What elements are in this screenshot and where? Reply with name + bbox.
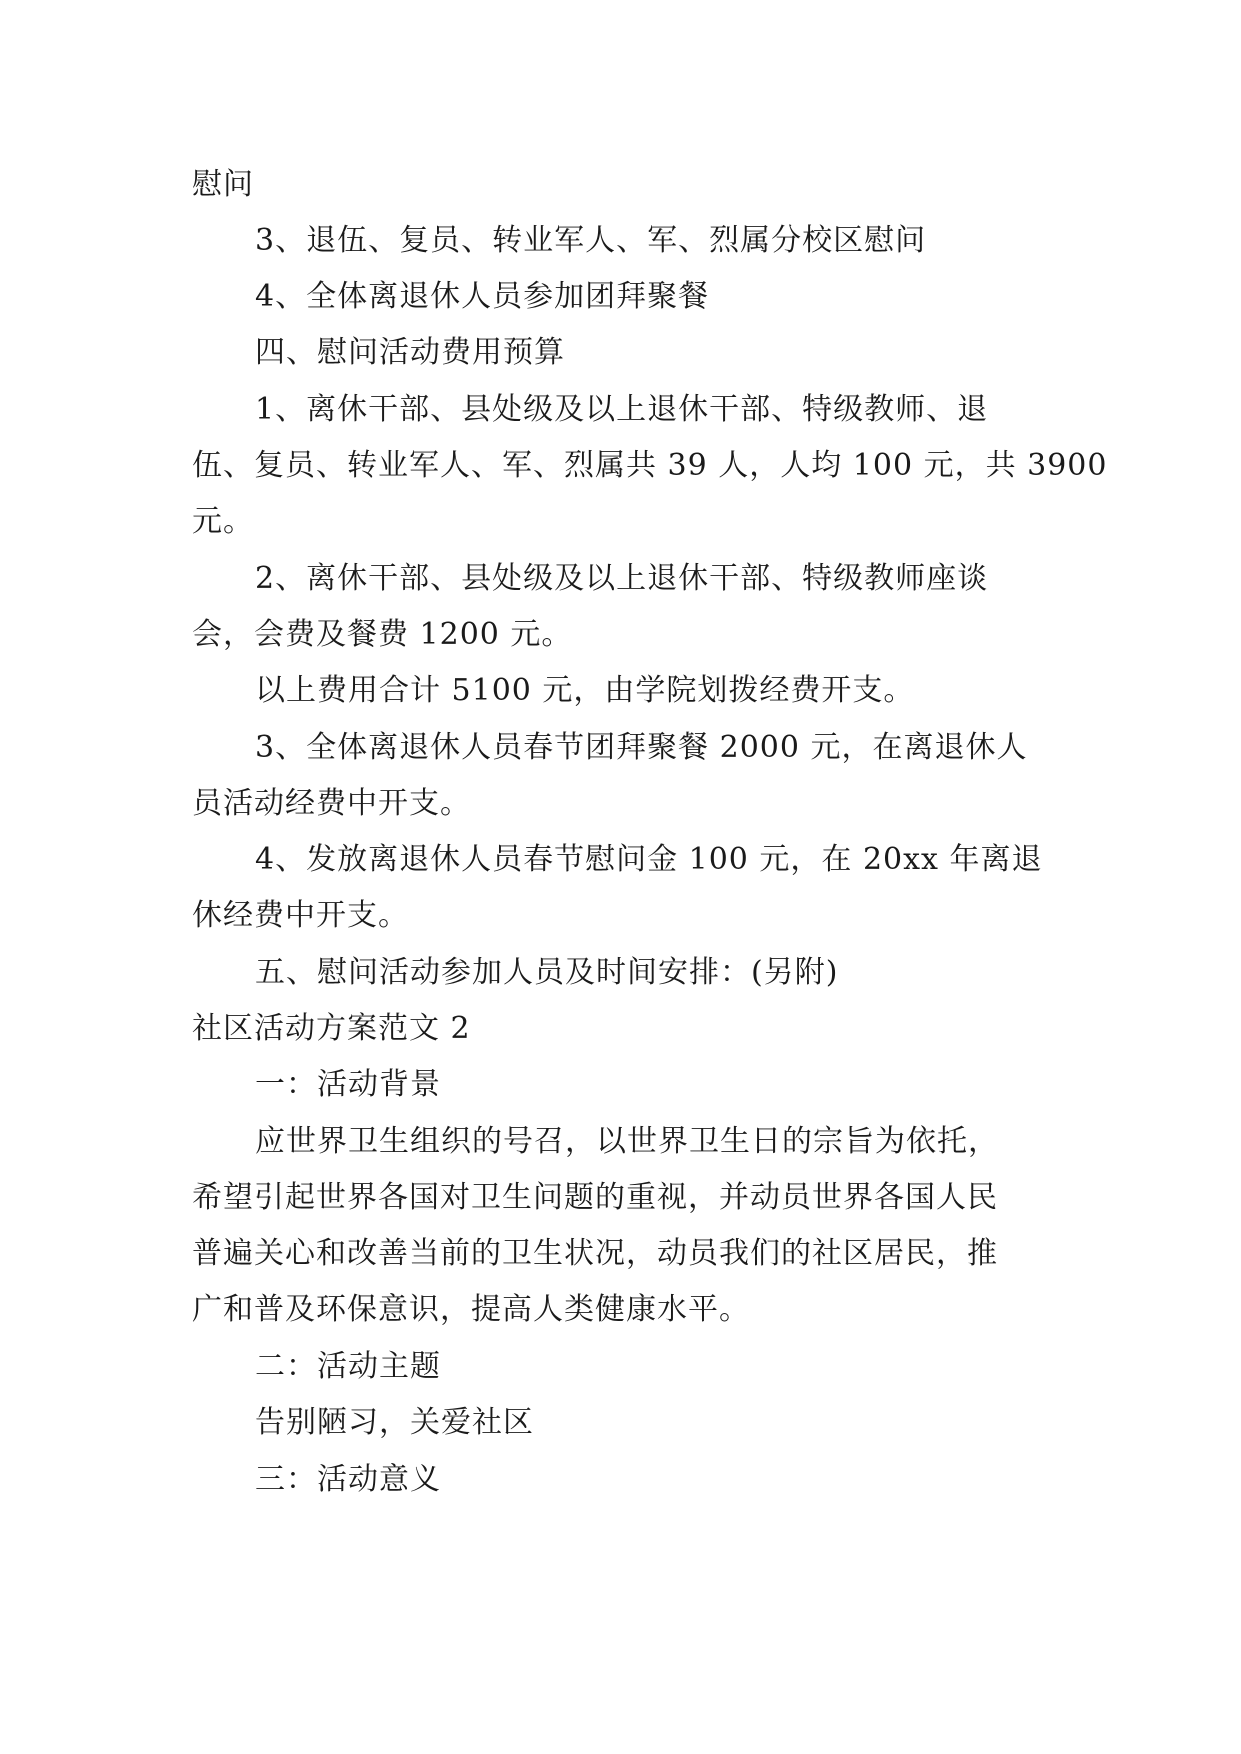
section-heading: 二：活动主题 (255, 1349, 441, 1384)
text-line: 希望引起世界各国对卫生问题的重视，并动员世界各国人民 (192, 1180, 998, 1215)
text-line: 4、发放离退休人员春节慰问金 100 元，在 20xx 年离退 (255, 842, 1043, 877)
text-line: 告别陋习，关爱社区 (255, 1405, 534, 1440)
text-line: 3、退伍、复员、转业军人、军、烈属分校区慰问 (255, 223, 927, 258)
text-line: 普遍关心和改善当前的卫生状况，动员我们的社区居民，推 (192, 1236, 998, 1271)
text-line: 以上费用合计 5100 元，由学院划拨经费开支。 (255, 673, 915, 708)
section-heading: 一：活动背景 (255, 1067, 441, 1102)
text-line: 广和普及环保意识，提高人类健康水平。 (192, 1292, 750, 1327)
text-line: 慰问 (192, 167, 254, 202)
text-line: 员活动经费中开支。 (192, 786, 471, 821)
text-line: 休经费中开支。 (192, 898, 409, 933)
text-line: 应世界卫生组织的号召，以世界卫生日的宗旨为依托， (255, 1124, 999, 1159)
text-line: 元。 (192, 504, 254, 539)
document-title: 社区活动方案范文 2 (192, 1011, 471, 1046)
text-line: 4、全体离退休人员参加团拜聚餐 (255, 279, 710, 314)
section-heading: 五、慰问活动参加人员及时间安排：(另附) (255, 955, 839, 990)
section-heading: 三：活动意义 (255, 1462, 441, 1497)
text-line: 2、离休干部、县处级及以上退休干部、特级教师座谈 (255, 561, 989, 596)
text-line: 1、离休干部、县处级及以上退休干部、特级教师、退 (255, 392, 989, 427)
section-heading: 四、慰问活动费用预算 (255, 335, 565, 370)
text-line: 3、全体离退休人员春节团拜聚餐 2000 元，在离退休人 (255, 730, 1028, 765)
text-line: 伍、复员、转业军人、军、烈属共 39 人，人均 100 元，共 3900 (192, 448, 1108, 483)
text-line: 会，会费及餐费 1200 元。 (192, 617, 573, 652)
